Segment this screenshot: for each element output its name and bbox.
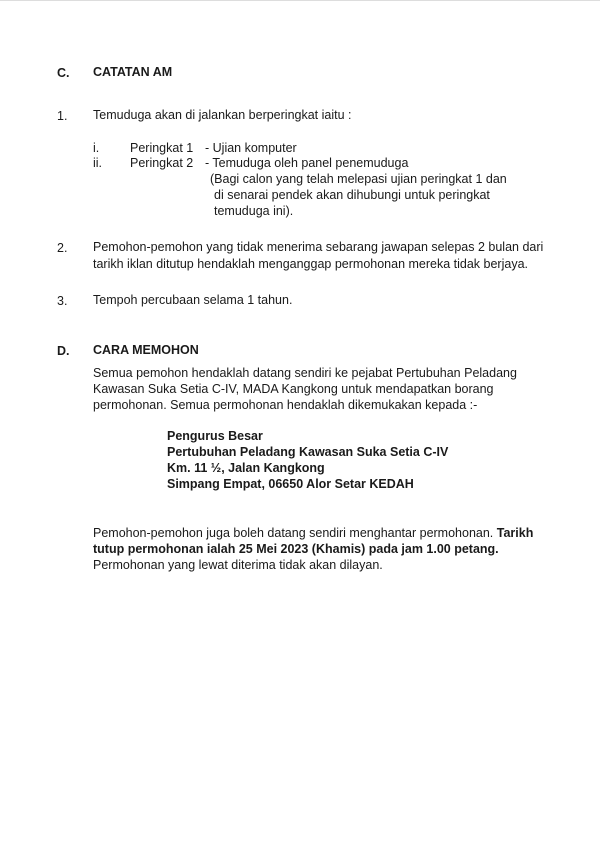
item-number: 3. [57, 294, 68, 308]
closing-text: Pemohon-pemohon juga boleh datang sendiri menghantar permohonan. [93, 526, 497, 540]
address-line: Simpang Empat, 06650 Alor Setar KEDAH [167, 477, 414, 491]
stage-roman: i. [93, 141, 100, 155]
item-number: 2. [57, 241, 68, 255]
paragraph-line: Semua pemohon hendaklah datang sendiri ke pejabat Pertubuhan Peladang [93, 366, 517, 380]
section-d-title: CARA MEMOHON [93, 343, 199, 357]
stage-label: Peringkat 2 [130, 156, 194, 170]
stage-label: Peringkat 1 [130, 141, 194, 155]
address-line: Pengurus Besar [167, 429, 263, 443]
stage-desc: - Ujian komputer [205, 141, 297, 155]
closing-line [93, 525, 533, 541]
section-c-letter: C. [57, 66, 70, 80]
paragraph-line: Kawasan Suka Setia C-IV, MADA Kangkong untuk mendapatkan borang [93, 382, 494, 396]
item-text: tarikh iklan ditutup hendaklah menganggap permohonan mereka tidak berjaya. [93, 257, 529, 271]
closing-deadline: tutup permohonan ialah 25 Mei 2023 (Khamis) pada jam 1.00 petang. [93, 542, 499, 556]
section-d-letter: D. [57, 344, 70, 358]
item-text: Pemohon-pemohon yang tidak menerima sebarang jawapan selepas 2 bulan dari [93, 240, 544, 254]
closing-deadline: Tarikh [496, 526, 534, 540]
address-line: Pertubuhan Peladang Kawasan Suka Setia C-IV [167, 445, 449, 459]
stage-roman: ii. [93, 156, 103, 170]
stage-note: temuduga ini). [214, 204, 294, 218]
stage-note: di senarai pendek akan dihubungi untuk peringkat [214, 188, 490, 202]
address-line: Km. 11 ½, Jalan Kangkong [167, 461, 325, 475]
stage-note: (Bagi calon yang telah melepasi ujian peringkat 1 dan [210, 172, 507, 186]
item-text: Temuduga akan di jalankan berperingkat iaitu : [93, 108, 352, 122]
closing-line: Permohonan yang lewat diterima tidak akan dilayan. [93, 558, 383, 572]
item-number: 1. [57, 109, 68, 123]
item-text: Tempoh percubaan selama 1 tahun. [93, 293, 293, 307]
section-c-title: CATATAN AM [93, 65, 173, 79]
stage-desc: - Temuduga oleh panel penemuduga [205, 156, 409, 170]
paragraph-line: permohonan. Semua permohonan hendaklah dikemukakan kepada :- [93, 398, 478, 412]
